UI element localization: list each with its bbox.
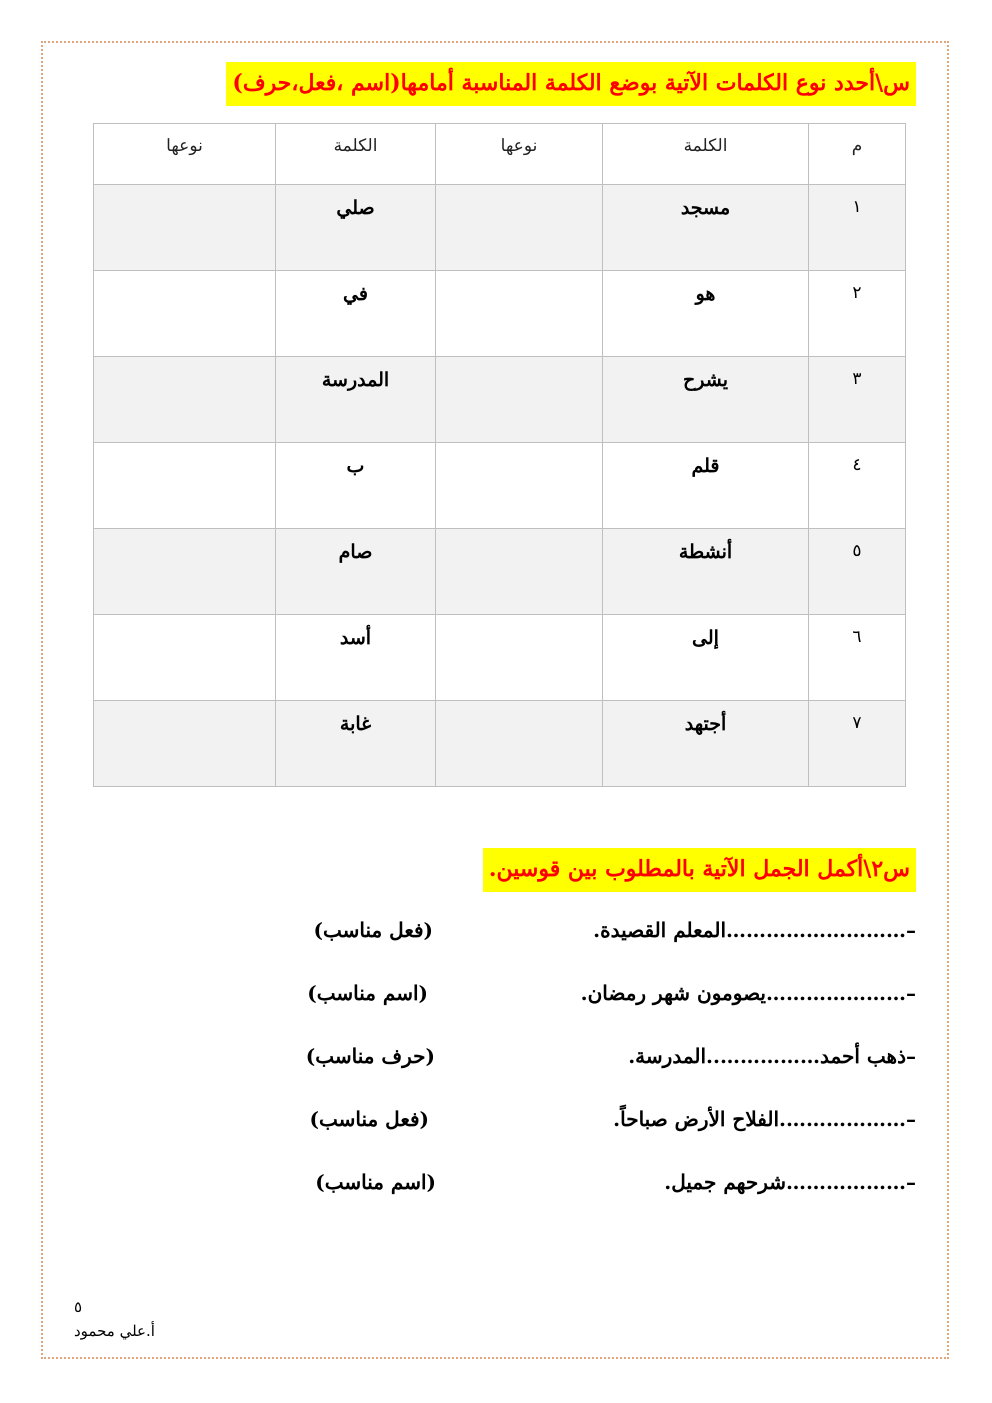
word-cell: في [276, 271, 436, 357]
word-cell: يشرح [603, 357, 809, 443]
type-answer-cell[interactable] [94, 185, 276, 271]
type-answer-cell[interactable] [436, 357, 603, 443]
word-cell: غابة [276, 701, 436, 787]
sentence-item [0, 1170, 992, 1233]
type-answer-cell[interactable] [436, 271, 603, 357]
row-number: ٢ [809, 271, 906, 357]
word-cell: قلم [603, 443, 809, 529]
table-row [94, 357, 906, 443]
header-type-2: نوعها [94, 124, 276, 185]
author-name: أ.علي محمود [74, 1322, 155, 1340]
word-cell: المدرسة [276, 357, 436, 443]
header-word-1: الكلمة [603, 124, 809, 185]
sentences-list [0, 918, 992, 1233]
word-cell: أسد [276, 615, 436, 701]
sentence-hint: (اسم مناسب) [307, 981, 428, 1005]
words-table [93, 123, 906, 787]
word-cell: مسجد [603, 185, 809, 271]
row-number: ٣ [809, 357, 906, 443]
type-answer-cell[interactable] [94, 443, 276, 529]
table-row [94, 443, 906, 529]
word-cell: هو [603, 271, 809, 357]
row-number: ٦ [809, 615, 906, 701]
page-number: ٥ [74, 1298, 83, 1316]
word-cell: أجتهد [603, 701, 809, 787]
sentence-item [0, 981, 992, 1044]
sentence-text[interactable]: –………………………المعلم القصيدة. [593, 918, 916, 942]
header-type-1: نوعها [436, 124, 603, 185]
question-1-title: س\أحدد نوع الكلمات الآتية بوضع الكلمة المناسبة أمامها(اسم ،فعل،حرف) [226, 62, 916, 106]
type-answer-cell[interactable] [94, 615, 276, 701]
sentence-item [0, 1044, 992, 1107]
question-2-title: س٢\أكمل الجمل الآتية بالمطلوب بين قوسين. [483, 848, 916, 892]
sentence-text[interactable]: –ذهب أحمد……………..المدرسة. [628, 1044, 916, 1068]
sentence-item [0, 918, 992, 981]
table-row [94, 185, 906, 271]
word-cell: أنشطة [603, 529, 809, 615]
type-answer-cell[interactable] [436, 615, 603, 701]
type-answer-cell[interactable] [94, 701, 276, 787]
word-cell: إلى [603, 615, 809, 701]
table-row [94, 529, 906, 615]
row-number: ٧ [809, 701, 906, 787]
row-number: ٤ [809, 443, 906, 529]
row-number: ١ [809, 185, 906, 271]
sentence-text[interactable]: –………………شرحهم جميل. [664, 1170, 916, 1194]
sentence-hint: (حرف مناسب) [305, 1044, 435, 1068]
table-header-row [94, 124, 906, 185]
header-word-2: الكلمة [276, 124, 436, 185]
table-row [94, 615, 906, 701]
type-answer-cell[interactable] [436, 185, 603, 271]
sentence-hint: (فعل مناسب) [313, 918, 433, 942]
type-answer-cell[interactable] [436, 443, 603, 529]
type-answer-cell[interactable] [94, 271, 276, 357]
sentence-hint: (اسم مناسب) [315, 1170, 436, 1194]
word-cell: صلي [276, 185, 436, 271]
header-num: م [809, 124, 906, 185]
sentence-hint: (فعل مناسب) [309, 1107, 429, 1131]
row-number: ٥ [809, 529, 906, 615]
sentence-text[interactable]: –…………………يصومون شهر رمضان. [580, 981, 916, 1005]
table-row [94, 271, 906, 357]
word-cell: صام [276, 529, 436, 615]
type-answer-cell[interactable] [94, 357, 276, 443]
sentence-text[interactable]: –……………….الفلاح الأرض صباحاً. [613, 1107, 916, 1131]
sentence-item [0, 1107, 992, 1170]
table-row [94, 701, 906, 787]
type-answer-cell[interactable] [436, 701, 603, 787]
type-answer-cell[interactable] [436, 529, 603, 615]
type-answer-cell[interactable] [94, 529, 276, 615]
word-cell: ب [276, 443, 436, 529]
